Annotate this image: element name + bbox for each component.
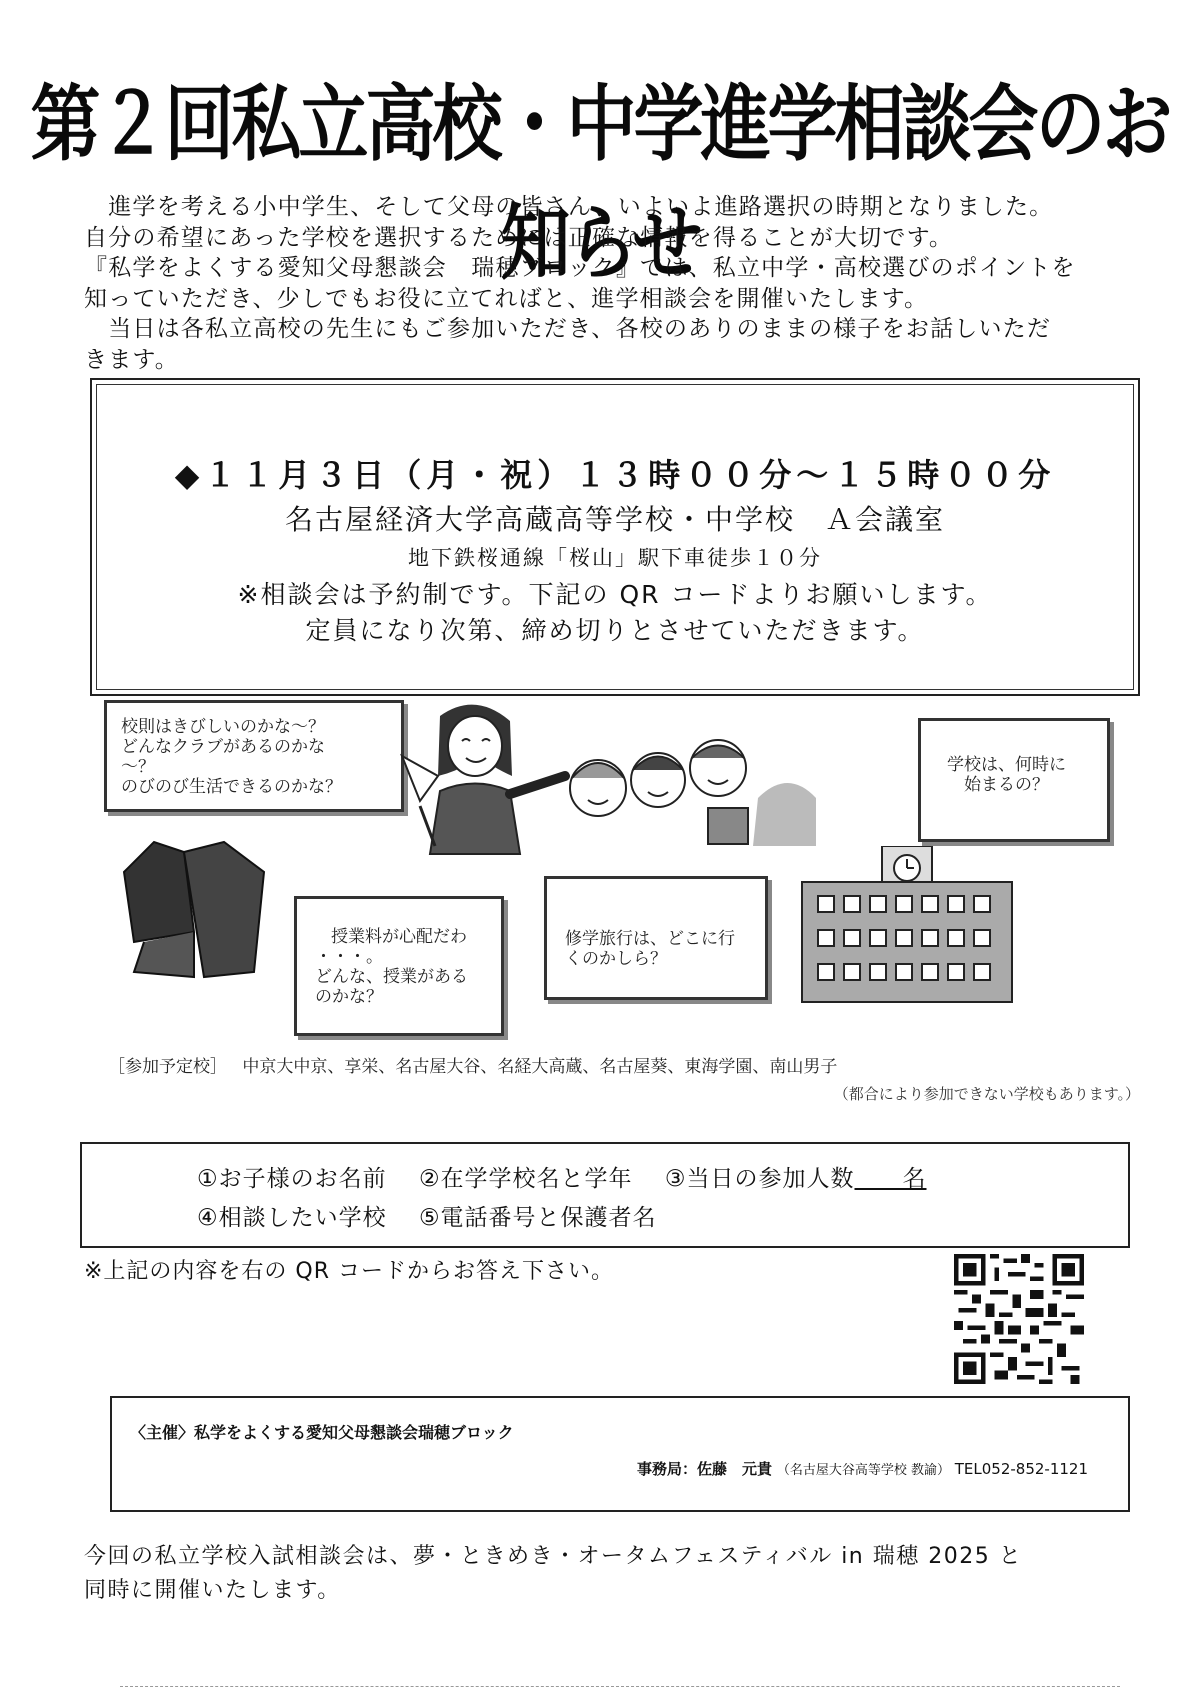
footer-note [84, 1540, 1144, 1608]
item-school-grade: ②在学学校名と学年 [418, 1166, 633, 1192]
item-phone-guardian: ⑤電話番号と保護者名 [418, 1205, 657, 1231]
bubble-line: 修学旅行は、どこに行 [565, 929, 735, 949]
organizer-host: 〈主催〉私学をよくする愛知父母懇談会瑞穂ブロック [130, 1423, 514, 1442]
event-box [90, 378, 1140, 696]
reservation-note: ※相談会は予約制です。下記の QR コードよりお願いします。 [237, 580, 993, 609]
registration-row-1 [197, 1160, 951, 1193]
uniform-illustration [114, 832, 274, 982]
organizer-box [110, 1396, 1130, 1512]
children-illustration [558, 728, 818, 848]
registration-items-box [80, 1142, 1130, 1248]
schools-note: （都合により参加できない学校もあります。） [833, 1085, 1140, 1103]
speech-box-tuition [294, 896, 504, 1036]
item-attendees [665, 1166, 927, 1192]
intro-line: 『私学をよくする愛知父母懇談会 瑞穂ブロック』では、私立中学・高校選びのポイントを [84, 255, 1076, 281]
item-child-name: ①お子様のお名前 [197, 1166, 387, 1192]
participating-schools [108, 1052, 837, 1077]
bubble-line: どんな、授業がある [315, 967, 468, 987]
bubble-line: ～？ [121, 757, 155, 777]
bubble-line: くのかしら？ [565, 949, 667, 969]
bubble-line: 始まるの？ [947, 775, 1049, 795]
school-building-illustration [800, 846, 1014, 1004]
event-venue: 名古屋経済大学高蔵高等学校・中学校 Ａ会議室 [284, 503, 945, 536]
office-detail: （名古屋大谷高等学校 教諭） [776, 1463, 950, 1478]
intro-line: 自分の希望にあった学校を選択するためには正確な情報を得ることが大切です。 [84, 224, 954, 251]
intro-line: きます。 [84, 346, 179, 373]
qr-code[interactable] [954, 1254, 1084, 1384]
bubble-line: ・・・。 [315, 947, 383, 967]
speech-box-start-time [918, 718, 1110, 842]
bubble-line: のびのび生活できるのかな？ [121, 777, 342, 797]
footer-line: 同時に開催いたします。 [84, 1578, 341, 1603]
speech-box-trip [544, 876, 768, 1000]
intro-line: 当日は各私立高校の先生にもご参加いただき、各校のありのままの様子をお話しいただ [84, 316, 1052, 342]
bubble-line: 校則はきびしいのかな～？ [121, 717, 325, 737]
footer-line: 今回の私立学校入試相談会は、夢・ときめき・オータムフェスティバル in 瑞穂 2025 と [84, 1544, 1023, 1569]
speech-box-rules [104, 700, 404, 812]
event-date: ◆１１月３日（月・祝）１３時００分～１５時００分 [174, 456, 1056, 494]
schools-list: 中京大中京、享栄、名古屋大谷、名経大高蔵、名古屋葵、東海学園、南山男子 [242, 1057, 838, 1077]
bottom-divider [120, 1686, 1120, 1687]
bubble-line: どんなクラブがあるのかな [121, 737, 325, 757]
bubble-line: 学校は、何時に [947, 755, 1066, 775]
organizer-office [637, 1458, 1088, 1479]
bubble-line: のかな？ [315, 987, 383, 1007]
registration-row-2 [197, 1199, 681, 1232]
intro-text [84, 192, 1144, 375]
capacity-note: 定員になり次第、締め切りとさせていただきます。 [305, 616, 925, 645]
teacher-illustration [400, 696, 570, 856]
item-attendees-label: ③当日の参加人数 [664, 1166, 855, 1192]
intro-line: 知っていただき、少しでもお役に立てればと、進学相談会を開催いたします。 [84, 285, 929, 312]
event-box-inner [96, 384, 1134, 690]
schools-label: ［参加予定校］ [108, 1057, 227, 1077]
intro-line: 進学を考える小中学生、そして父母の皆さん、いよいよ進路選択の時期となりました。 [84, 194, 1054, 220]
page-title: 第２回私立高校・中学進学相談会のお知らせ [30, 75, 1170, 292]
office-tel: TEL052-852-1121 [954, 1460, 1088, 1478]
item-attendees-blank: 名 [854, 1166, 927, 1192]
item-desired-school: ④相談したい学校 [197, 1205, 387, 1231]
qr-instruction: ※上記の内容を右の QR コードからお答え下さい。 [84, 1259, 615, 1284]
event-access: 地下鉄桜通線「桜山」駅下車徒歩１０分 [408, 546, 822, 570]
office-contact: 事務局：佐藤 元貴 [637, 1460, 773, 1478]
bubble-line: 授業料が心配だわ [331, 927, 467, 947]
